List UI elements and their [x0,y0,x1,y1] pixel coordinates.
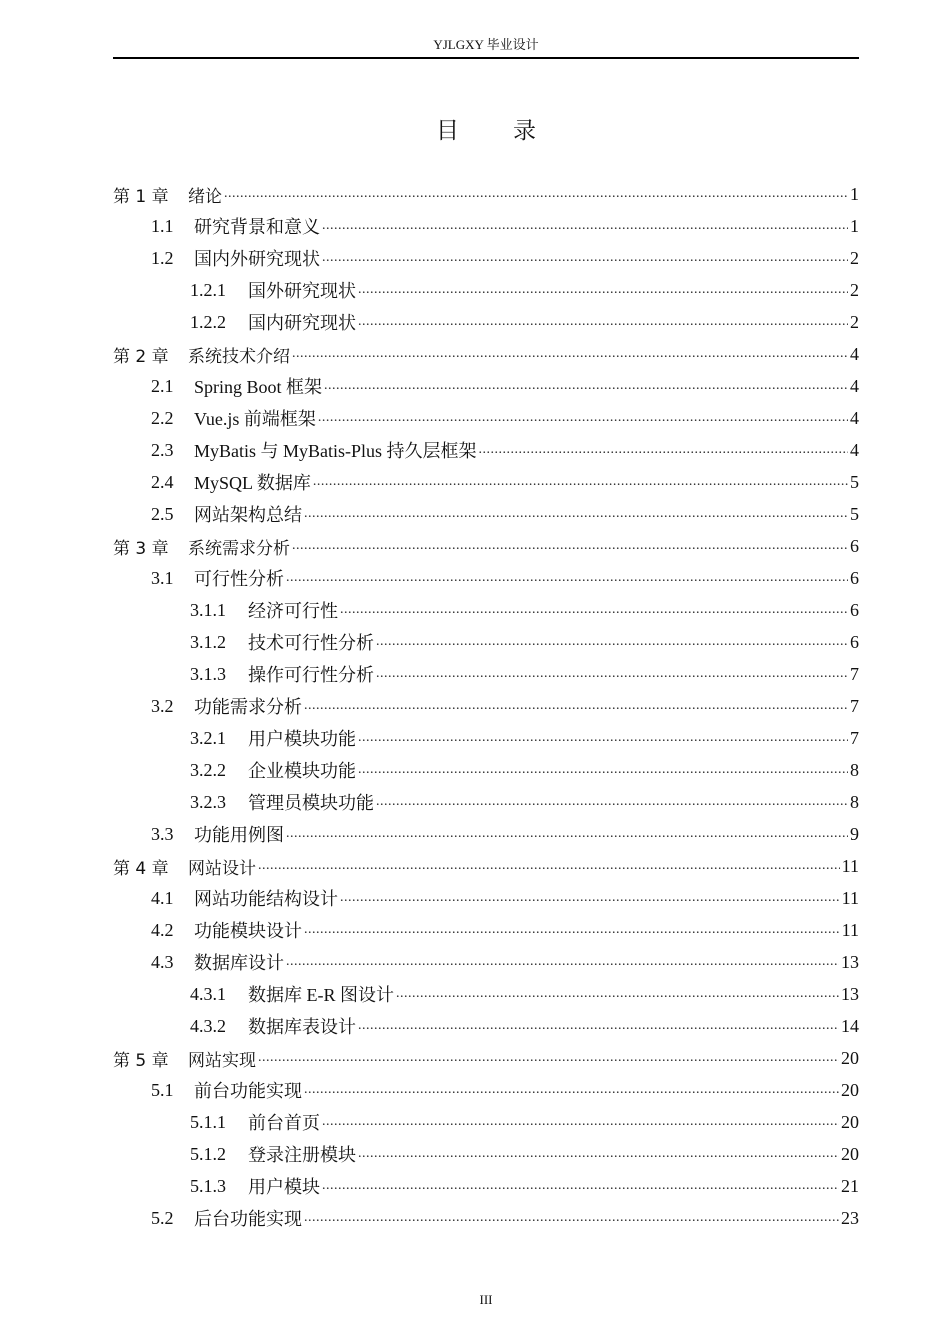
toc-entry[interactable] [113,434,859,466]
toc-entry-label: 网站实现 [188,1050,256,1071]
toc-entry-label: 技术可行性分析 [248,633,374,653]
toc-dot-leader [376,664,848,684]
toc-dot-leader [340,600,848,620]
toc-entry-number: 5.1.1 [190,1111,226,1132]
toc-entry-page: 20 [841,1047,859,1068]
toc-entry[interactable] [113,978,859,1010]
toc-entry-number: 第 5 章 [113,1050,169,1071]
toc-entry-page: 2 [850,247,859,268]
toc-entry[interactable] [113,1106,859,1138]
toc-entry-label: 功能用例图 [194,825,284,845]
toc-entry[interactable] [113,1170,859,1202]
toc-entry-page: 20 [841,1111,859,1132]
toc-entry[interactable] [113,658,859,690]
toc-entry-page: 11 [841,919,859,940]
toc-entry-page: 6 [850,535,859,556]
toc-dot-leader [396,984,839,1004]
toc-dot-leader [313,472,848,492]
toc-entry-number: 2.2 [151,407,174,428]
toc-entry-label: 网站架构总结 [194,505,302,525]
toc-entry-page: 4 [850,375,859,396]
toc-entry-number: 第 1 章 [113,186,169,207]
toc-entry-page: 2 [850,311,859,332]
toc-entry[interactable] [113,594,859,626]
toc-entry-number: 3.1.2 [190,631,226,652]
toc-entry-page: 5 [850,471,859,492]
toc-entry-number: 1.1 [151,215,174,236]
toc-dot-leader [318,408,848,428]
toc-entry-label: 用户模块功能 [248,729,356,749]
toc-entry-page: 4 [850,343,859,364]
toc-entry-label: 用户模块 [248,1177,320,1197]
toc-entry[interactable] [113,946,859,978]
toc-entry-label: 研究背景和意义 [194,217,320,237]
toc-entry-label: 绪论 [188,186,222,207]
toc-entry-page: 6 [850,599,859,620]
toc-entry-number: 1.2.2 [190,311,226,332]
toc-entry-number: 2.3 [151,439,174,460]
toc-entry-number: 3.1 [151,567,174,588]
toc-entry[interactable] [113,242,859,274]
toc-entry[interactable] [113,562,859,594]
toc-entry-label: Spring Boot 框架 [194,377,323,397]
toc-entry-page: 20 [841,1079,859,1100]
toc-entry-page: 21 [841,1175,859,1196]
toc-entry-label: 前台功能实现 [194,1081,302,1101]
toc-entry-number: 3.2 [151,695,174,716]
toc-dot-leader [224,184,848,204]
toc-dot-leader [376,792,848,812]
toc-entry-label: 功能模块设计 [194,921,302,941]
toc-entry-number: 1.2.1 [190,279,226,300]
toc-dot-leader [286,952,839,972]
toc-entry-label: 系统需求分析 [188,538,290,559]
toc-entry[interactable] [113,370,859,402]
toc-dot-leader [304,1208,839,1228]
toc-entry-label: 可行性分析 [194,569,284,589]
toc-dot-leader [258,1048,839,1068]
toc-entry-page: 1 [850,215,859,236]
toc-entry-label: 国内研究现状 [248,313,356,333]
toc-entry-label: 网站功能结构设计 [194,889,338,909]
toc-dot-leader [286,824,848,844]
toc-entry-label: Vue.js 前端框架 [194,409,316,429]
toc-dot-leader [358,1016,839,1036]
toc-entry[interactable] [113,210,859,242]
toc-entry[interactable] [113,690,859,722]
toc-dot-leader [340,888,840,908]
toc-entry-label: 企业模块功能 [248,761,356,781]
toc-dot-leader [292,536,848,556]
toc-entry-number: 4.3.2 [190,1015,226,1036]
toc-entry[interactable] [113,850,859,882]
toc-entry-page: 5 [850,503,859,524]
toc-dot-leader [304,504,848,524]
toc-entry[interactable] [113,914,859,946]
toc-entry-number: 第 3 章 [113,538,169,559]
toc-entry-number: 3.1.3 [190,663,226,684]
toc-entry-page: 2 [850,279,859,300]
toc-entry[interactable] [113,786,859,818]
toc-entry-number: 3.2.1 [190,727,226,748]
toc-dot-leader [358,1144,839,1164]
toc-entry-number: 4.1 [151,887,174,908]
toc-entry-page: 6 [850,567,859,588]
toc-entry-label: 数据库 E-R 图设计 [248,985,394,1005]
toc-entry-page: 4 [850,407,859,428]
toc-entry-label: 功能需求分析 [194,697,302,717]
toc-entry-page: 13 [841,951,859,972]
page-header: YJLGXY 毕业设计 [433,37,539,52]
toc-entry-page: 11 [841,855,859,876]
toc-entry-page: 14 [841,1015,859,1036]
toc-entry-page: 20 [841,1143,859,1164]
toc-entry[interactable] [113,1042,859,1074]
toc-entry-number: 2.5 [151,503,174,524]
toc-entry-number: 5.1.2 [190,1143,226,1164]
toc-entry-page: 8 [850,791,859,812]
toc-entry[interactable] [113,498,859,530]
page-number: III [479,1292,493,1307]
toc-entry[interactable] [113,338,859,370]
toc-entry-page: 8 [850,759,859,780]
toc-dot-leader [358,728,848,748]
toc-entry[interactable] [113,754,859,786]
toc-dot-leader [304,920,840,940]
toc-dot-leader [304,1080,839,1100]
toc-entry-number: 3.2.3 [190,791,226,812]
toc-entry[interactable] [113,178,859,210]
toc-entry[interactable] [113,1138,859,1170]
toc-entry-page: 13 [841,983,859,1004]
toc-entry-label: 国外研究现状 [248,281,356,301]
header-divider [113,57,859,59]
toc-entry[interactable] [113,1074,859,1106]
toc-entry[interactable] [113,722,859,754]
toc-entry-number: 1.2 [151,247,174,268]
toc-dot-leader [322,1112,839,1132]
toc-entry-number: 5.1 [151,1079,174,1100]
toc-entry-label: 数据库设计 [194,953,284,973]
toc-entry[interactable] [113,306,859,338]
toc-entry-label: 网站设计 [188,858,256,879]
toc-entry[interactable] [113,818,859,850]
toc-entry-page: 1 [850,183,859,204]
toc-dot-leader [322,248,848,268]
toc-entry[interactable] [113,530,859,562]
toc-entry-page: 4 [850,439,859,460]
toc-entry[interactable] [113,274,859,306]
toc-entry[interactable] [113,882,859,914]
toc-entry-label: 管理员模块功能 [248,793,374,813]
toc-dot-leader [376,632,848,652]
toc-entry-label: 经济可行性 [248,601,338,621]
toc-dot-leader [358,280,848,300]
toc-dot-leader [358,760,848,780]
toc-entry-number: 5.2 [151,1207,174,1228]
toc-entry-number: 2.1 [151,375,174,396]
toc-dot-leader [324,376,848,396]
toc-entry-label: 登录注册模块 [248,1145,356,1165]
toc-entry-number: 第 2 章 [113,346,169,367]
toc-dot-leader [286,568,848,588]
toc-dot-leader [292,344,848,364]
toc-entry-label: 操作可行性分析 [248,665,374,685]
toc-entry-label: MySQL 数据库 [194,473,311,493]
toc-entry-label: 系统技术介绍 [188,346,290,367]
toc-entry-number: 4.3.1 [190,983,226,1004]
toc-dot-leader [358,312,848,332]
toc-entry-page: 7 [850,727,859,748]
toc-dot-leader [479,440,848,460]
toc-dot-leader [304,696,848,716]
toc-entry-label: 前台首页 [248,1113,320,1133]
toc-entry-page: 23 [841,1207,859,1228]
toc-entry[interactable] [113,626,859,658]
toc-entry-label: 数据库表设计 [248,1017,356,1037]
toc-entry[interactable] [113,1202,859,1234]
toc-entry-number: 4.2 [151,919,174,940]
toc-entry[interactable] [113,402,859,434]
toc-entry-number: 4.3 [151,951,174,972]
toc-dot-leader [322,1176,839,1196]
toc-title: 目录 [436,118,590,143]
toc-entry-page: 6 [850,631,859,652]
toc-entry-number: 3.2.2 [190,759,226,780]
toc-entry-number: 3.3 [151,823,174,844]
toc-entry-number: 2.4 [151,471,174,492]
toc-dot-leader [258,856,840,876]
toc-dot-leader [322,216,848,236]
toc-entry-page: 7 [850,695,859,716]
toc-entry-page: 7 [850,663,859,684]
toc-entry[interactable] [113,1010,859,1042]
toc-entry-number: 5.1.3 [190,1175,226,1196]
toc-entry-number: 3.1.1 [190,599,226,620]
toc-entry-label: 后台功能实现 [194,1209,302,1229]
toc-entry-page: 9 [850,823,859,844]
toc-entry[interactable] [113,466,859,498]
toc-entry-number: 第 4 章 [113,858,169,879]
toc-entry-label: MyBatis 与 MyBatis-Plus 持久层框架 [194,441,477,461]
toc-entry-label: 国内外研究现状 [194,249,320,269]
toc-entry-page: 11 [841,887,859,908]
table-of-contents [113,178,859,1234]
